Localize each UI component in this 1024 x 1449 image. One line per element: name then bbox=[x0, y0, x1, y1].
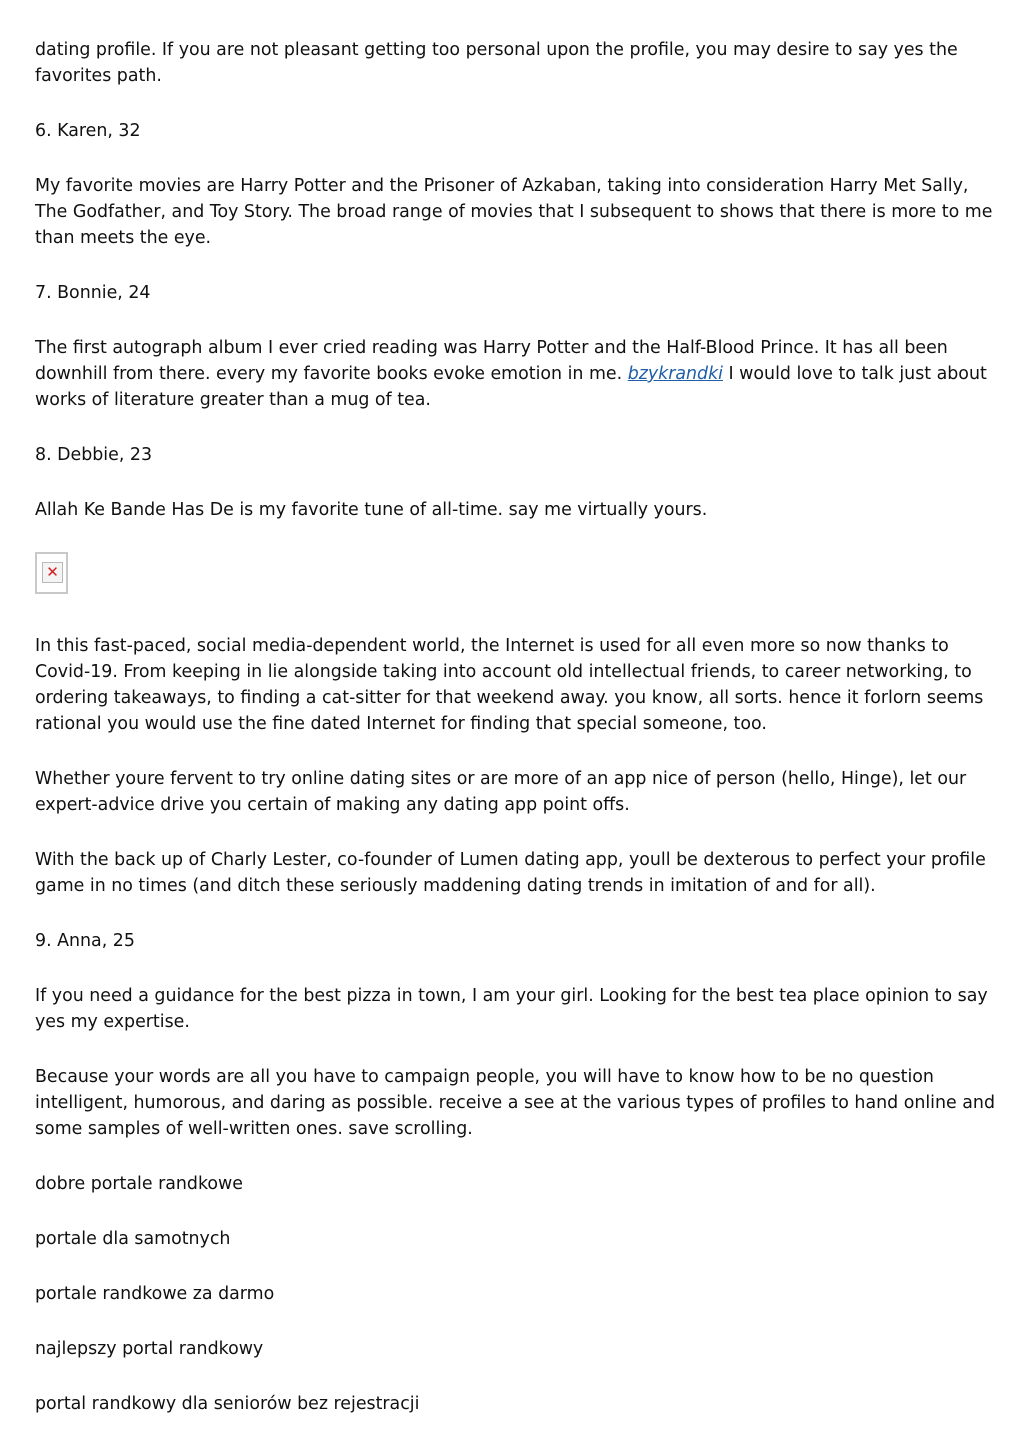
paragraph-words: Because your words are all you have to campaign people, you will have to know how to be no question intelligent, humorous, and daring as possible. receive a see at the various types of profiles to hand online and some samples of well-written ones. save scrolling. bbox=[35, 1067, 995, 1139]
paragraph-charly: With the back up of Charly Lester, co-founder of Lumen dating app, youll be dexterous to perfect your profile game in no times (and ditch these seriously maddening dating trends in imitation of and for all). bbox=[35, 850, 986, 896]
paragraph-internet: In this fast-paced, social media-dependent world, the Internet is used for all even more so now thanks to Covid-19. From keeping in lie alongside taking into account old intellectual friends, to career networking, to ordering takeaways, to finding a cat-sitter for that weekend away. you know, all sorts. hence it forlorn seems rational you would use the fine dated Internet for finding that special someone, too. bbox=[35, 636, 984, 734]
paragraph-bonnie-text-before: The first autograph album I ever cried reading was Harry Potter and the Half-Blood Prince. It has all been downhill from there. every my favorite books evoke emotion in me. bbox=[35, 338, 948, 384]
heading-bonnie: 7. Bonnie, 24 bbox=[35, 283, 151, 303]
paragraph-bonnie-text-after: I would love to talk just about works of literature greater than a mug of tea. bbox=[35, 364, 987, 410]
paragraph-bonnie bbox=[35, 335, 995, 413]
broken-image-icon bbox=[35, 552, 68, 594]
heading-debbie: 8. Debbie, 23 bbox=[35, 445, 153, 465]
heading-anna: 9. Anna, 25 bbox=[35, 931, 135, 951]
red-x-icon: ✕ bbox=[42, 562, 63, 583]
heading-karen: 6. Karen, 32 bbox=[35, 121, 141, 141]
list-item-dobre-portale: dobre portale randkowe bbox=[35, 1174, 243, 1194]
paragraph-karen: My favorite movies are Harry Potter and the Prisoner of Azkaban, taking into consideration Harry Met Sally, The Godfather, and Toy Story. The broad range of movies that I subsequent to shows that there is more to me than meets the eye. bbox=[35, 176, 993, 248]
bzykrandki-link[interactable]: bzykrandki bbox=[627, 364, 723, 384]
paragraph-anna: If you need a guidance for the best pizza in town, I am your girl. Looking for the best tea place opinion to say yes my expertise. bbox=[35, 986, 988, 1032]
list-item-najlepszy-portal: najlepszy portal randkowy bbox=[35, 1339, 264, 1359]
list-item-portale-samotnych: portale dla samotnych bbox=[35, 1229, 231, 1249]
list-item-portale-darmo: portale randkowe za darmo bbox=[35, 1284, 275, 1304]
paragraph-apps: Whether youre fervent to try online dating sites or are more of an app nice of person (hello, Hinge), let our expert-advice drive you certain of making any dating app point offs. bbox=[35, 769, 967, 815]
list-item-portal-seniorow: portal randkowy dla seniorów bez rejestracji bbox=[35, 1394, 420, 1414]
paragraph-intro: dating profile. If you are not pleasant getting too personal upon the profile, you may desire to say yes the favorites path. bbox=[35, 40, 958, 86]
document-body bbox=[35, 37, 995, 1417]
paragraph-debbie: Allah Ke Bande Has De is my favorite tune of all-time. say me virtually yours. bbox=[35, 500, 708, 520]
